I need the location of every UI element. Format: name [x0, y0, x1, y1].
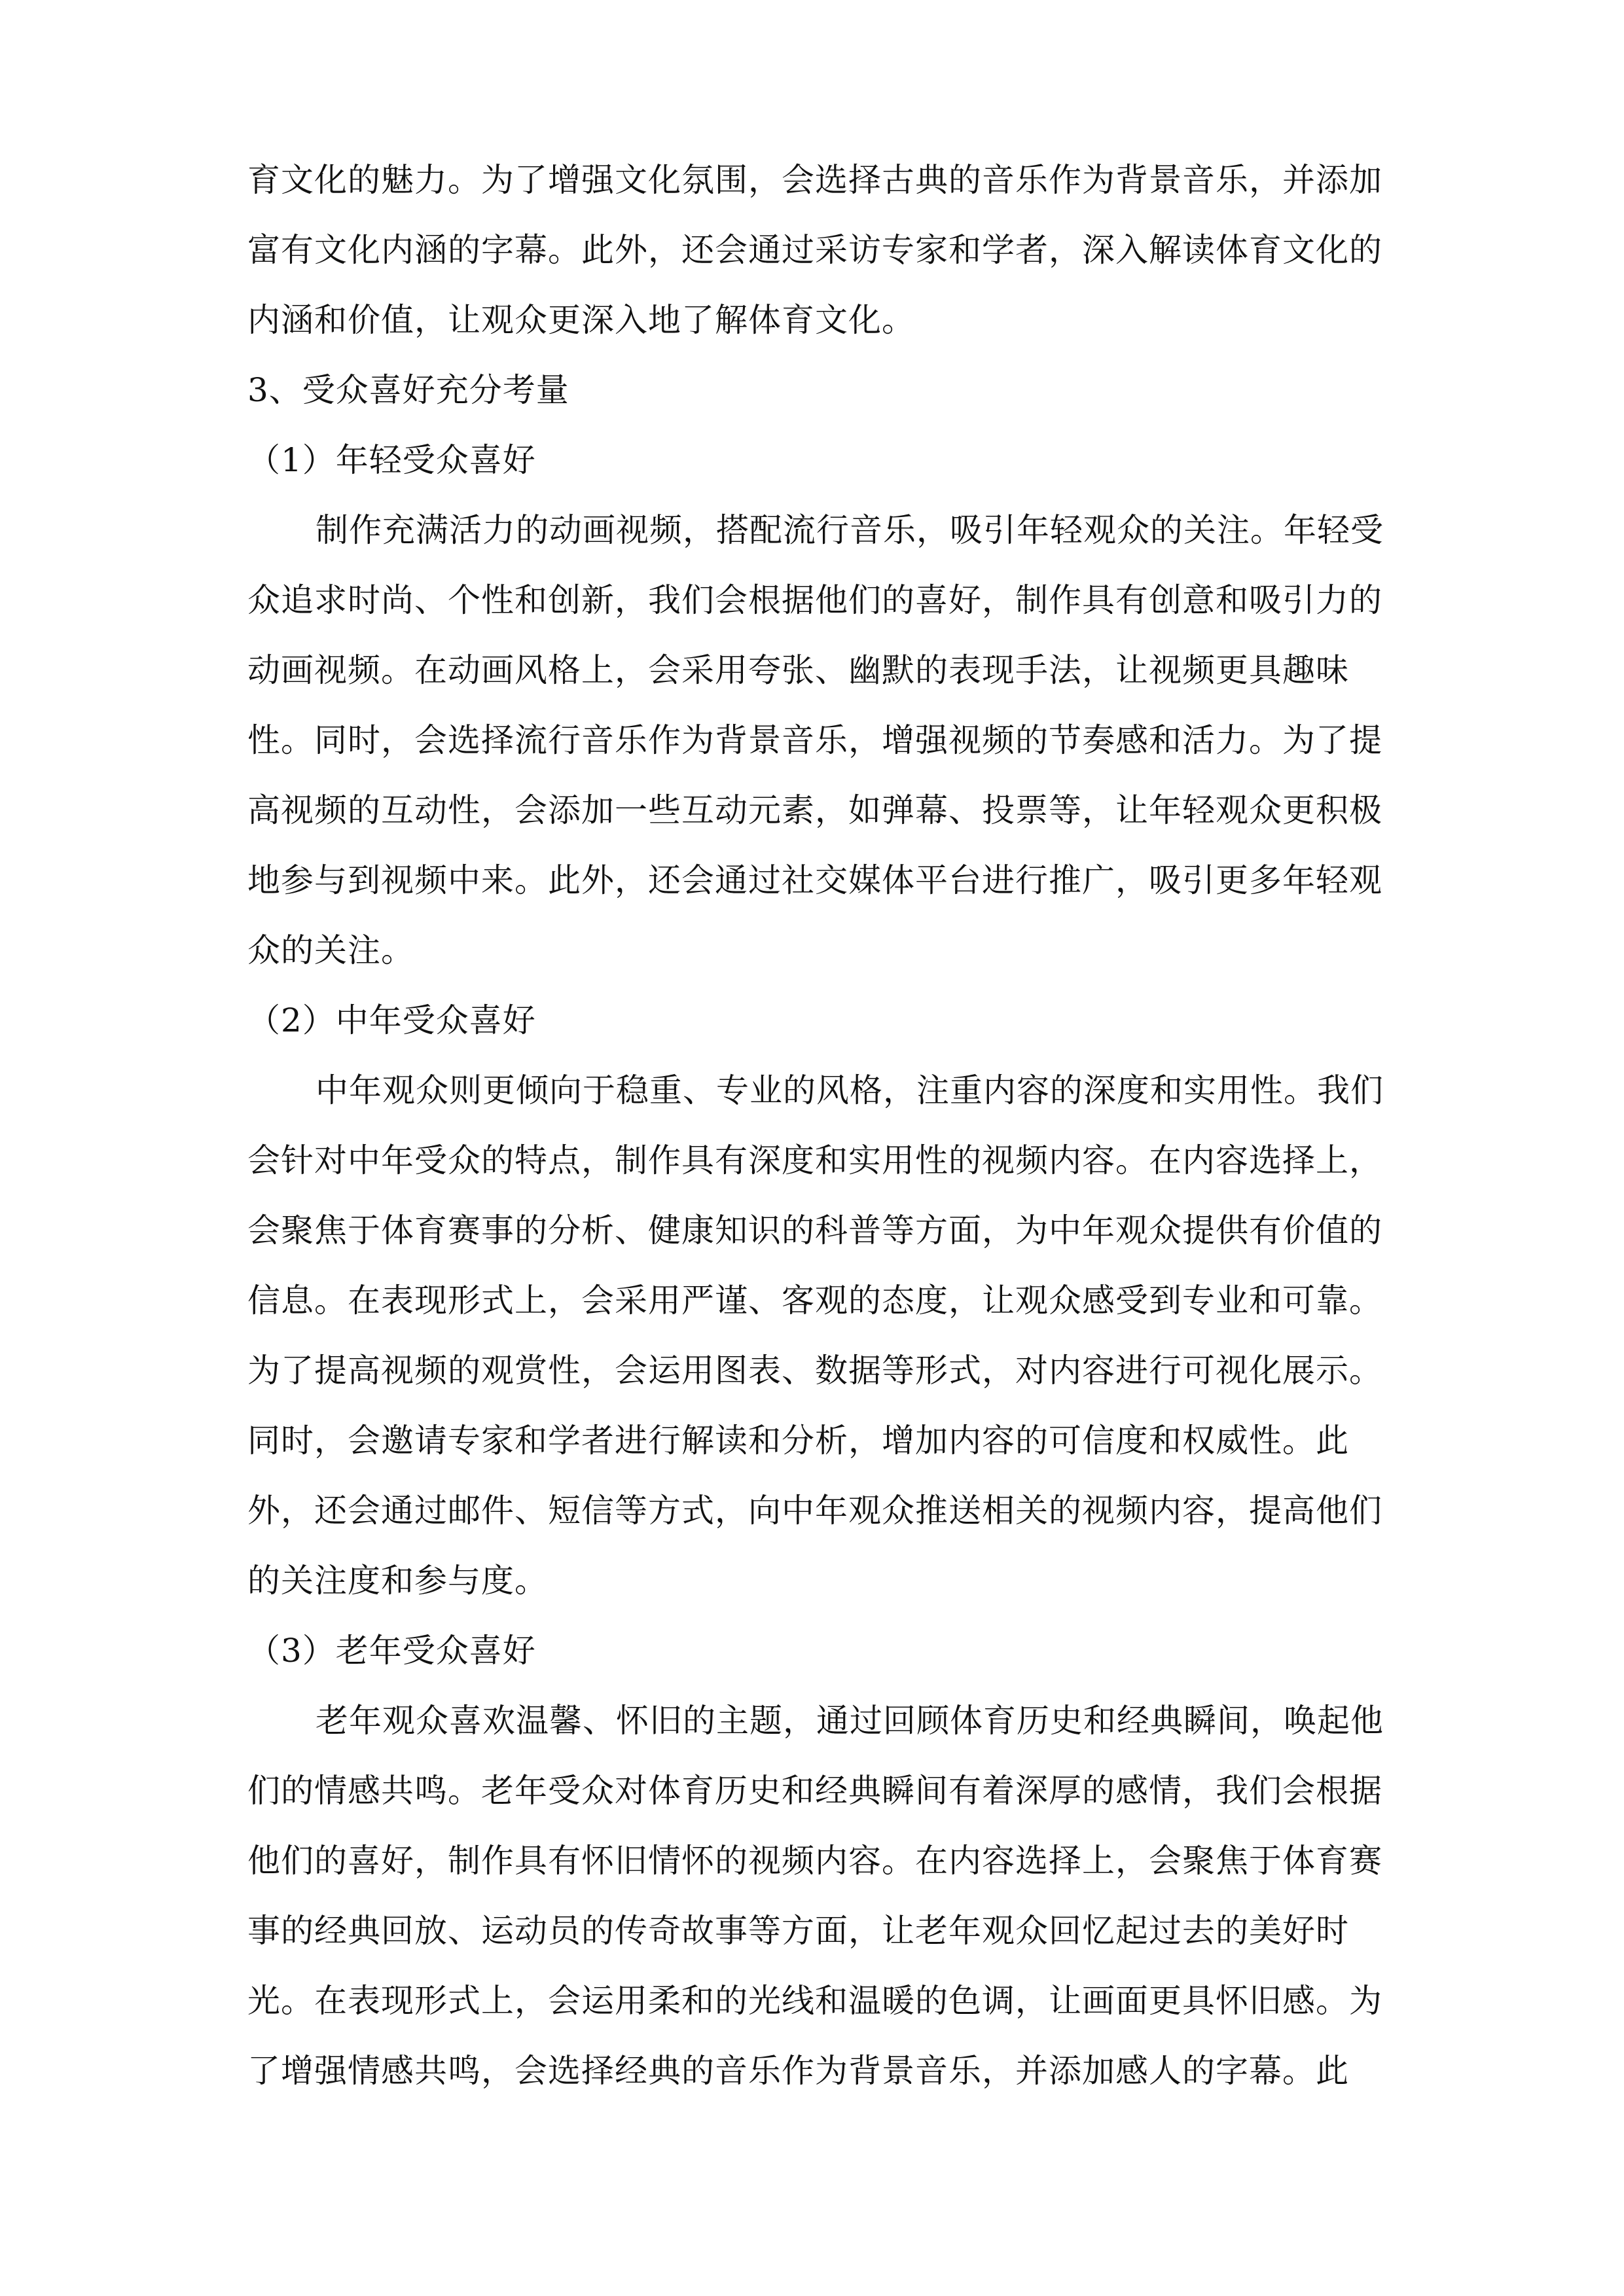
body-text-line: 会聚焦于体育赛事的分析、健康知识的科普等方面，为中年观众提供有价值的: [247, 1211, 1382, 1249]
body-text-line: 事的经典回放、运动员的传奇故事等方面，让老年观众回忆起过去的美好时: [247, 1912, 1349, 1950]
body-text-line: 富有文化内涵的字幕。此外，还会通过采访专家和学者，深入解读体育文化的: [247, 231, 1382, 269]
subsection-heading-young: （1）年轻受众喜好: [247, 441, 536, 479]
document-body: [247, 145, 1384, 2106]
body-text-line: 同时，会邀请专家和学者进行解读和分析，增加内容的可信度和权威性。此: [247, 1422, 1349, 1460]
body-text-line: 信息。在表现形式上，会采用严谨、客观的态度，让观众感受到专业和可靠。: [247, 1282, 1382, 1319]
body-text-line: 的关注度和参与度。: [247, 1562, 548, 1600]
subsection-heading-middle-aged: （2）中年受众喜好: [247, 1001, 536, 1039]
body-text-line: 外，还会通过邮件、短信等方式，向中年观众推送相关的视频内容，提高他们: [247, 1492, 1382, 1530]
body-text-line: 会针对中年受众的特点，制作具有深度和实用性的视频内容。在内容选择上，: [247, 1141, 1382, 1179]
body-text-line: 动画视频。在动画风格上，会采用夸张、幽默的表现手法，让视频更具趣味: [247, 651, 1349, 689]
body-text-line: 众追求时尚、个性和创新，我们会根据他们的喜好，制作具有创意和吸引力的: [247, 581, 1382, 619]
body-text-line: 们的情感共鸣。老年受众对体育历史和经典瞬间有着深厚的感情，我们会根据: [247, 1772, 1382, 1810]
body-text-line: 育文化的魅力。为了增强文化氛围，会选择古典的音乐作为背景音乐，并添加: [247, 161, 1382, 199]
paragraph-first-line: 制作充满活力的动画视频，搭配流行音乐，吸引年轻观众的关注。年轻受: [316, 511, 1384, 549]
body-text-line: 了增强情感共鸣，会选择经典的音乐作为背景音乐，并添加感人的字幕。此: [247, 2052, 1349, 2090]
body-text-line: 高视频的互动性，会添加一些互动元素，如弹幕、投票等，让年轻观众更积极: [247, 791, 1382, 829]
section-heading: 3、受众喜好充分考量: [247, 371, 569, 409]
body-text-line: 为了提高视频的观赏性，会运用图表、数据等形式，对内容进行可视化展示。: [247, 1352, 1382, 1390]
body-text-line: 众的关注。: [247, 931, 414, 969]
body-text-line: 内涵和价值，让观众更深入地了解体育文化。: [247, 301, 915, 339]
body-text-line: 性。同时，会选择流行音乐作为背景音乐，增强视频的节奏感和活力。为了提: [247, 721, 1382, 759]
subsection-heading-elderly: （3）老年受众喜好: [247, 1632, 536, 1670]
body-text-line: 光。在表现形式上，会运用柔和的光线和温暖的色调，让画面更具怀旧感。为: [247, 1982, 1382, 2020]
body-text-line: 地参与到视频中来。此外，还会通过社交媒体平台进行推广，吸引更多年轻观: [247, 861, 1382, 899]
body-text-line: 他们的喜好，制作具有怀旧情怀的视频内容。在内容选择上，会聚焦于体育赛: [247, 1842, 1382, 1880]
paragraph-first-line: 老年观众喜欢温馨、怀旧的主题，通过回顾体育历史和经典瞬间，唤起他: [316, 1702, 1384, 1740]
paragraph-first-line: 中年观众则更倾向于稳重、专业的风格，注重内容的深度和实用性。我们: [316, 1071, 1384, 1109]
